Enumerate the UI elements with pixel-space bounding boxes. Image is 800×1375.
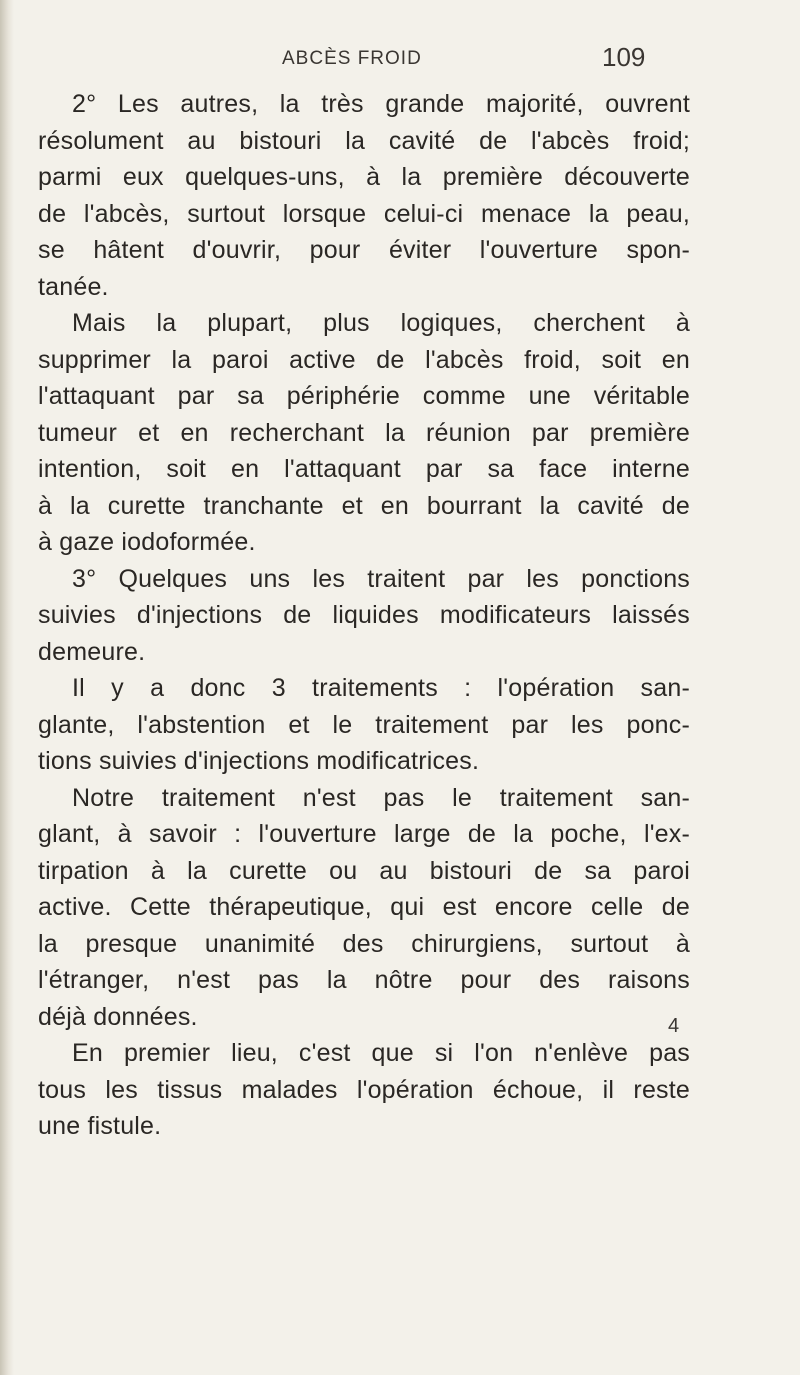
text-line: tous les tissus malades l'opération échoue, il reste xyxy=(38,1075,690,1104)
text-line: 2° Les autres, la très grande majorité, ouvrent xyxy=(72,90,690,118)
text-line: l'étranger, n'est pas la nôtre pour des raisons xyxy=(38,966,690,994)
text-line: déjà données. xyxy=(38,1002,198,1031)
text-line: 3° Quelques uns les traitent par les ponctions xyxy=(72,564,690,593)
text-line: se hâtent d'ouvrir, pour éviter l'ouverture spon- xyxy=(38,236,690,264)
text-line: résolument au bistouri la cavité de l'abcès froid; xyxy=(38,126,690,155)
signature-mark: 4 xyxy=(668,1015,680,1037)
text-line: parmi eux quelques-uns, à la première découverte xyxy=(38,163,690,191)
text-line: Notre traitement n'est pas le traitement san- xyxy=(72,783,690,812)
text-line: la presque unanimité des chirurgiens, surtout à xyxy=(38,929,690,958)
text-line: glant, à savoir : l'ouverture large de la poche, l'ex- xyxy=(38,820,690,848)
text-line: active. Cette thérapeutique, qui est encore celle de xyxy=(38,893,690,921)
text-line: à la curette tranchante et en bourrant la cavité de xyxy=(38,491,690,520)
text-line: Il y a donc 3 traitements : l'opération san- xyxy=(72,674,690,702)
page-header xyxy=(0,42,800,78)
body-text xyxy=(38,86,690,1145)
page-number: 109 xyxy=(602,42,646,72)
text-line: Mais la plupart, plus logiques, cherchent à xyxy=(72,309,690,337)
text-line: tirpation à la curette ou au bistouri de sa paroi xyxy=(38,856,690,885)
text-line: demeure. xyxy=(38,637,146,666)
text-line: une fistule. xyxy=(38,1112,162,1140)
text-line: à gaze iodoformée. xyxy=(38,528,256,556)
text-line: tions suivies d'injections modificatrices. xyxy=(38,747,480,775)
text-line: tanée. xyxy=(38,272,109,301)
text-line: suivies d'injections de liquides modificateurs laissés xyxy=(38,601,690,629)
text-line: supprimer la paroi active de l'abcès froid, soit en xyxy=(38,345,690,374)
text-line: intention, soit en l'attaquant par sa face interne xyxy=(38,455,690,483)
text-line: En premier lieu, c'est que si l'on n'enlève pas xyxy=(72,1039,690,1067)
running-head: ABCÈS FROID xyxy=(282,48,422,69)
page-gutter-shadow xyxy=(0,0,14,1375)
text-line: de l'abcès, surtout lorsque celui-ci menace la peau, xyxy=(38,199,690,228)
text-line: glante, l'abstention et le traitement par les ponc- xyxy=(38,710,690,739)
text-line: l'attaquant par sa périphérie comme une véritable xyxy=(38,382,690,410)
text-line: tumeur et en recherchant la réunion par première xyxy=(38,418,690,447)
